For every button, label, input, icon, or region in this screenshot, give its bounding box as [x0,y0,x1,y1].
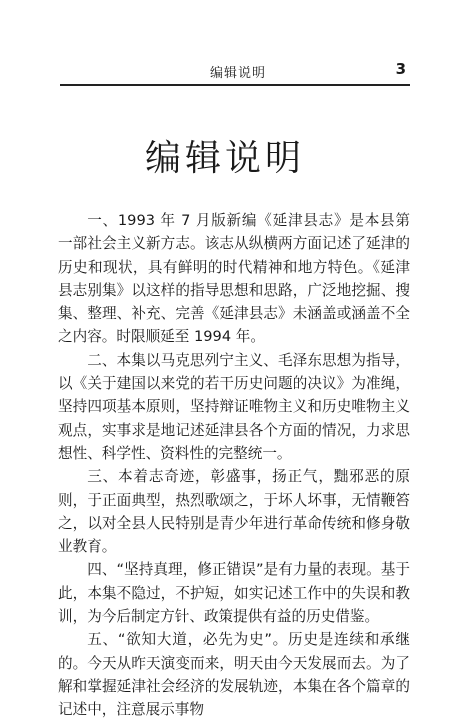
page-title: 编辑说明 [144,138,305,179]
paragraph-3: 三、本着志奇迹，彰盛事，扬正气，黜邪恶的原则，于正面典型，热烈歌颂之，于坏人坏事，无情鞭笞之，以对全县人民特别是青少年进行革命传统和修身敬业教育。 [58,468,410,556]
running-header [60,60,406,82]
paragraph-1: 一、1993 年 7 月版新编《延津县志》是本县第一部社会主义新方志。该志从纵横两方面记述了延津的历史和现状，具有鲜明的时代精神和地方特色。《延津县志别集》以这样的指导思想和思路，广泛地挖掘、搜集、整理、补充、完善《延津县志》未涵盖或涵盖不全之内容。时限顺延至 1994 年。 [58,212,410,346]
running-header-title: 编辑说明 [210,66,267,81]
paragraph-2: 二、本集以马克思列宁主义、毛泽东思想为指导，以《关于建国以来党的若干历史问题的决议》为准绳，坚持四项基本原则，坚持辩证唯物主义和历史唯物主义观点，实事求是地记述延津县各个方面的情况，力求思想性、科学性、资料性的完整统一。 [58,351,410,462]
paragraph-4: 四、“坚持真理，修正错误”是有力量的表现。基于此，本集不隐过，不护短，如实记述工作中的失误和教训，为今后制定方针、政策提供有益的历史借鉴。 [58,561,410,626]
header-rule [60,84,410,86]
page-number: 3 [395,60,406,78]
paragraph-5: 五、“欲知大道，必先为史”。历史是连续和承继的。今天从昨天演变而来，明天由今天发展而去。为了解和掌握延津社会经济的发展轨迹，本集在各个篇章的记述中，注意展示事物 [58,631,410,719]
body-text [58,209,410,722]
